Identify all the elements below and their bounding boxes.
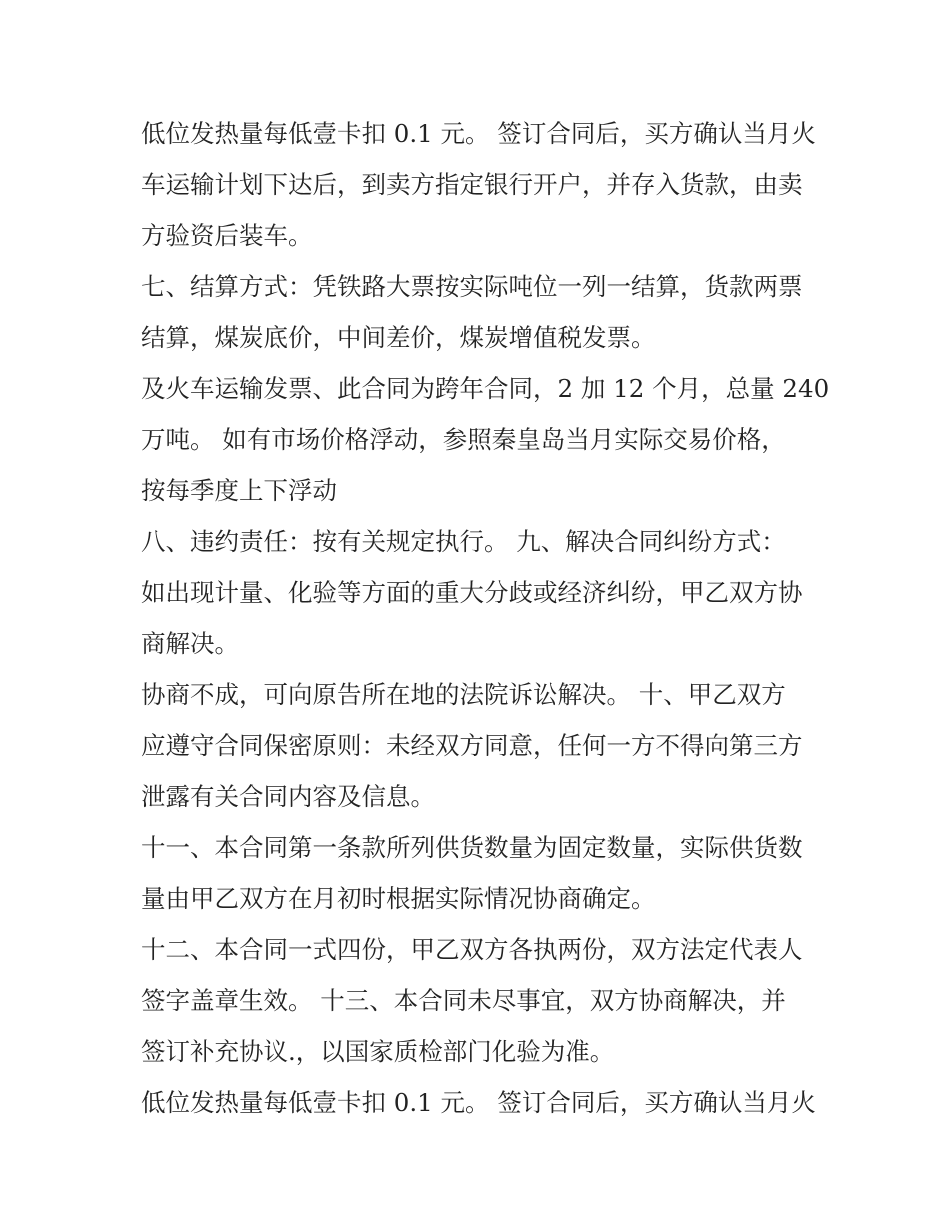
- text-line: 万吨。 如有市场价格浮动，参照秦皇岛当月实际交易价格，: [141, 425, 786, 454]
- text-line: 商解决。: [141, 629, 239, 658]
- paragraph-settlement-method: [141, 261, 821, 363]
- text-line: 车运输计划下达后，到卖方指定银行开户，并存入货款，由卖: [141, 170, 803, 199]
- text-line: 十二、本合同一式四份，甲乙双方各执两份，双方法定代表人: [141, 935, 803, 964]
- paragraph-liability-disputes: [141, 516, 821, 669]
- text-line: 签字盖章生效。 十三、本合同未尽事宜，双方协商解决，并: [141, 986, 786, 1015]
- paragraph-payment-terms-repeat: [141, 1077, 821, 1128]
- text-line: 七、结算方式：凭铁路大票按实际吨位一列一结算，货款两票: [141, 272, 803, 301]
- text-line: 结算，煤炭底价，中间差价，煤炭增值税发票。: [141, 323, 656, 352]
- text-line: 十一、本合同第一条款所列供货数量为固定数量，实际供货数: [141, 833, 803, 862]
- text-line: 协商不成，可向原告所在地的法院诉讼解决。 十、甲乙双方: [141, 680, 786, 709]
- text-line: 应遵守合同保密原则：未经双方同意，任何一方不得向第三方: [141, 731, 803, 760]
- paragraph-confidentiality: [141, 669, 821, 822]
- paragraph-contract-term: [141, 363, 830, 516]
- text-line: 如出现计量、化验等方面的重大分歧或经济纠纷，甲乙双方协: [141, 578, 803, 607]
- text-line: 按每季度上下浮动: [141, 476, 337, 505]
- text-line: 量由甲乙双方在月初时根据实际情况协商确定。: [141, 884, 656, 913]
- paragraph-supply-quantity: [141, 822, 821, 924]
- text-line: 签订补充协议.，以国家质检部门化验为准。: [141, 1037, 615, 1066]
- text-line: 八、违约责任：按有关规定执行。 九、解决合同纠纷方式：: [141, 527, 786, 556]
- paragraph-copies-effectiveness: [141, 924, 821, 1077]
- text-line: 泄露有关合同内容及信息。: [141, 782, 435, 811]
- text-line: 低位发热量每低壹卡扣 0.1 元。 签订合同后，买方确认当月火: [141, 119, 816, 148]
- text-line: 低位发热量每低壹卡扣 0.1 元。 签订合同后，买方确认当月火: [141, 1088, 816, 1117]
- document-body: [141, 108, 830, 1128]
- text-line: 方验资后装车。: [141, 221, 313, 250]
- text-line: 及火车运输发票、此合同为跨年合同，2 加 12 个月，总量 240: [141, 374, 830, 403]
- paragraph-payment-terms: [141, 108, 821, 261]
